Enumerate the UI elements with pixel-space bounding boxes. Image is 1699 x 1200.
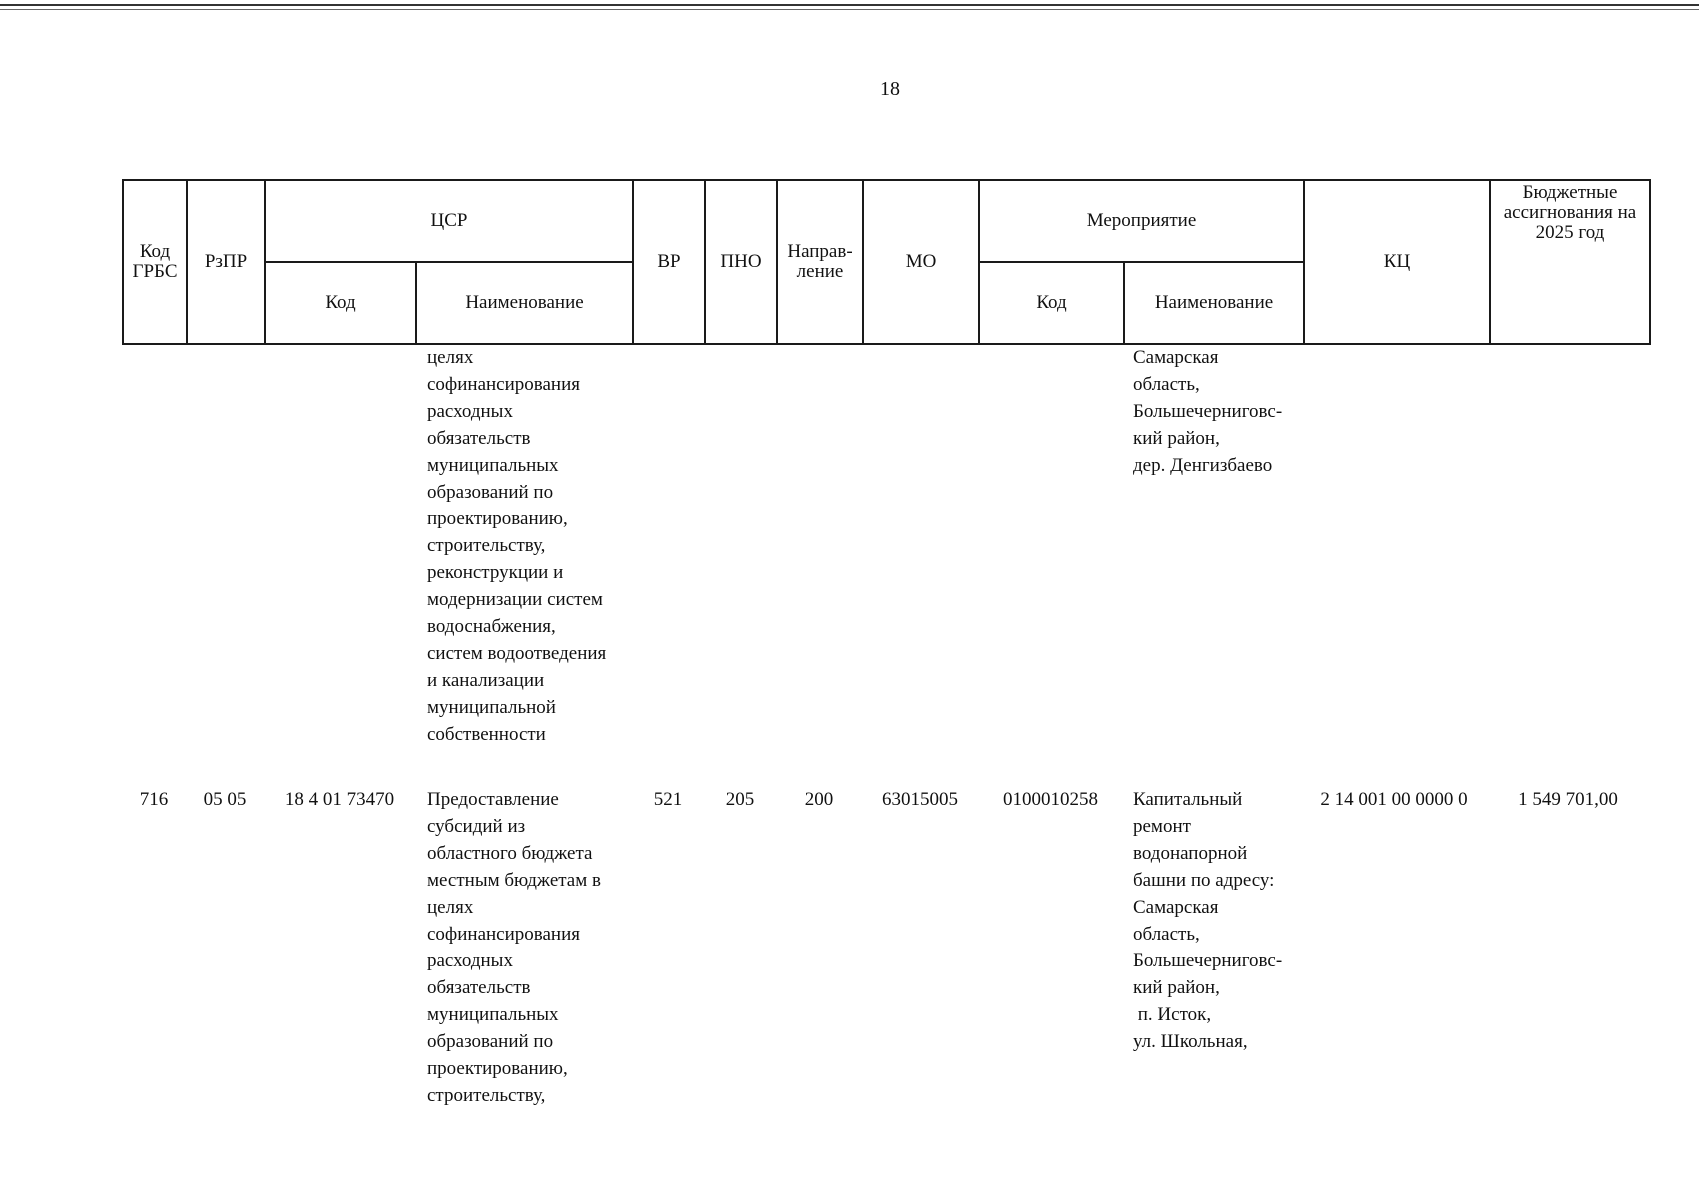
mer-name-line: область, [1133,923,1200,945]
mer-name-line: кий район, [1133,427,1220,449]
csr-code-cell: 18 4 01 73470 [284,789,395,810]
csr-name-line: водоснабжения, [427,616,556,638]
mer-name-cell [1133,345,1303,480]
header-csr-code: Код [265,262,416,344]
csr-name-line: систем водоотведения [427,642,607,664]
csr-name-line: обязательств [427,427,531,449]
csr-name-line: строительству, [427,1084,546,1106]
csr-name-cell [427,345,627,749]
table-row [122,787,1649,1117]
csr-name-line: софинансирования [427,373,581,395]
scan-border-top-inner [0,9,1699,10]
header-meropriyatie: Мероприятие [979,180,1304,262]
mer-name-line: Самарская [1133,347,1219,368]
csr-name-line: расходных [427,400,513,422]
mer-name-line: Самарская [1133,896,1219,918]
csr-name-line: Предоставление [427,789,559,810]
csr-name-line: реконструкции и [427,562,564,584]
mer-name-line: Большечерниговс- [1133,950,1283,972]
page-number: 18 [880,78,900,100]
header-kc: КЦ [1304,180,1490,344]
csr-name-cell [427,787,627,1110]
mer-name-line: башни по адресу: [1133,869,1275,891]
header-grbs: Код ГРБС [123,180,187,344]
mer-name-line: Большечерниговс- [1133,400,1283,422]
csr-name-line: проектированию, [427,508,568,530]
mer-name-line: водонапорной [1133,842,1248,864]
header-vr: ВР [633,180,705,344]
kc-cell: 2 14 001 00 0000 0 [1320,789,1468,810]
header-budget: Бюджетные ассигнования на 2025 год [1490,180,1650,344]
csr-name-line: софинансирования [427,923,581,945]
csr-name-line: муниципальных [427,1004,559,1026]
mer-name-line: дер. Денгизбаево [1133,454,1273,476]
mo-cell: 63015005 [882,789,958,810]
mer-name-line: ремонт [1133,815,1191,837]
vr-cell: 521 [653,789,683,810]
csr-name-line: образований по [427,1031,554,1053]
csr-name-line: и канализации [427,669,545,691]
csr-name-line: субсидий из [427,815,526,837]
csr-name-line: проектированию, [427,1058,568,1080]
csr-name-line: местным бюджетам в [427,869,601,891]
header-pno: ПНО [705,180,777,344]
mer-name-line: кий район, [1133,977,1220,999]
mer-name-line: область, [1133,373,1200,395]
header-mer-name: Наименование [1124,262,1304,344]
csr-name-line: строительству, [427,535,546,557]
csr-name-line: образований по [427,481,554,503]
csr-name-line: муниципальной [427,696,556,718]
csr-name-line: областного бюджета [427,842,593,864]
mer-name-line: Капитальный [1133,789,1243,810]
mer-name-line: ул. Школьная, [1133,1031,1248,1053]
pno-cell: 205 [725,789,755,810]
grbs-cell: 716 [139,789,169,810]
header-csr-name: Наименование [416,262,633,344]
csr-name-line: муниципальных [427,454,559,476]
csr-name-line: модернизации систем [427,589,603,611]
csr-name-line: обязательств [427,977,531,999]
rzpr-cell: 05 05 [203,789,247,810]
table-body [122,345,1649,1117]
napr-cell: 200 [804,789,834,810]
mer-name-cell [1133,787,1303,1056]
table-row-continuation [122,345,1649,757]
csr-name-line: собственности [427,723,546,745]
header-mer-code: Код [979,262,1124,344]
header-mo: МО [863,180,979,344]
header-csr: ЦСР [265,180,633,262]
scan-border-top [0,4,1699,6]
header-napr: Направ-ление [777,180,863,344]
mer-code-cell: 0100010258 [1003,789,1098,810]
table-header [122,179,1649,345]
csr-name-line: расходных [427,950,513,972]
amount-cell: 1 549 701,00 [1518,789,1618,810]
csr-name-line: целях [427,347,474,368]
header-rzpr: РзПР [187,180,265,344]
mer-name-line: п. Исток, [1133,1004,1212,1026]
csr-name-line: целях [427,896,474,918]
